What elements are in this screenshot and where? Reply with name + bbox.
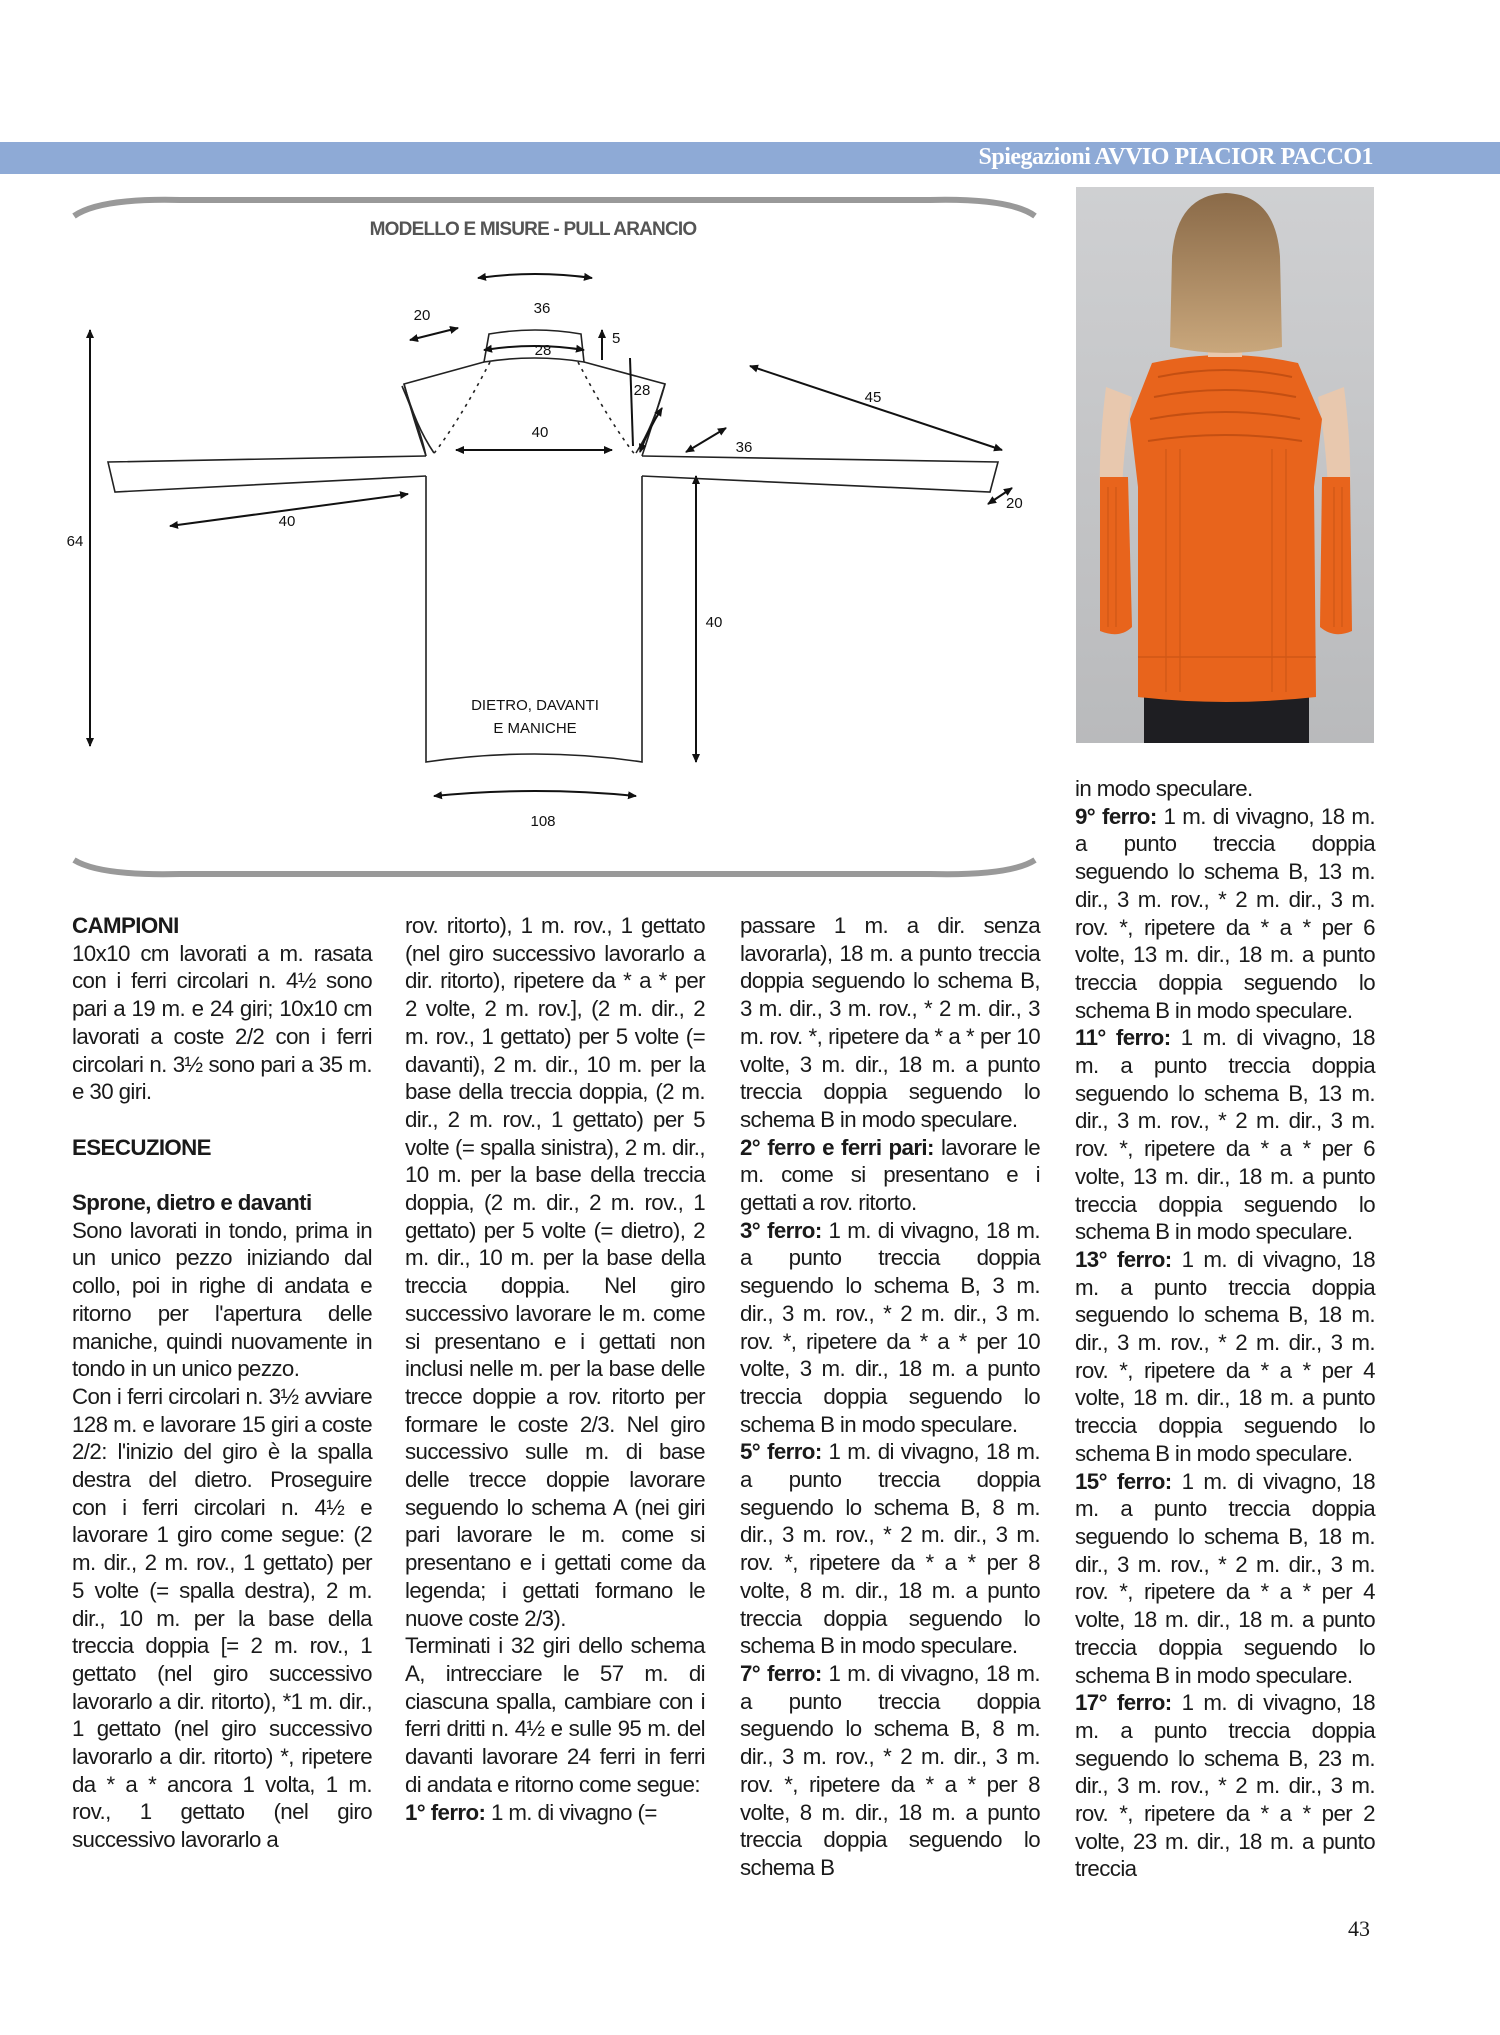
row-13-text: 1 m. di vivagno, 18 m. a punto treccia doppia seguendo lo schema B, 18 m. dir., 3 m. rov., * 2 m. dir., 3 m. rov. *, ripetere da * a * per 4 volte, 18 m. dir., 18 m. a punto treccia doppia seguendo lo schema B in modo speculare. bbox=[1075, 1246, 1375, 1466]
paragraph-col3-1: passare 1 m. a dir. senza lavorarla), 18 m. a punto treccia doppia seguendo lo schema B, 3 m. dir., 3 m. rov., * 2 m. dir., 3 m. rov. *, ripetere da * a * per 10 volte, 3 m. dir., 18 m. a punto treccia doppia seguendo lo schema B in modo speculare. bbox=[740, 913, 1040, 1132]
text-column-2 bbox=[405, 912, 705, 1826]
measure-40-sleeve: 40 bbox=[278, 513, 296, 530]
measure-64-length: 64 bbox=[66, 533, 84, 550]
top-bracket bbox=[74, 200, 1035, 216]
row-3-instruction bbox=[740, 1217, 1040, 1439]
row-1-text: 1 m. di vivagno (= bbox=[485, 1799, 657, 1825]
row-5-text: 1 m. di vivagno, 18 m. a punto treccia doppia seguendo lo schema B, 8 m. dir., 3 m. rov., * 2 m. dir., 3 m. rov. *, ripetere da * a * per 8 volte, 8 m. dir., 18 m. a punto treccia doppia seguendo lo schema B in modo speculare. bbox=[740, 1439, 1040, 1659]
row-15-text: 1 m. di vivagno, 18 m. a punto treccia doppia seguendo lo schema B, 18 m. dir., 3 m. rov., * 2 m. dir., 3 m. rov. *, ripetere da * a * per 4 volte, 18 m. dir., 18 m. a punto treccia doppia seguendo lo schema B in modo speculare. bbox=[1075, 1468, 1375, 1688]
garment-schematic bbox=[60, 190, 1045, 880]
text-column-3 bbox=[740, 912, 1040, 1882]
row-17-label: 17° ferro: bbox=[1075, 1690, 1172, 1716]
row-3-text: 1 m. di vivagno, 18 m. a punto treccia doppia seguendo lo schema B, 3 m. dir., 3 m. rov., * 2 m. dir., 3 m. rov. *, ripetere da * a * per 10 volte, 3 m. dir., 18 m. a punto treccia doppia seguendo lo schema B in modo speculare. bbox=[740, 1217, 1040, 1437]
row-2-instruction bbox=[740, 1134, 1040, 1217]
text-column-4 bbox=[1075, 775, 1375, 1883]
row-11-label: 11° ferro: bbox=[1075, 1025, 1171, 1051]
row-7-label: 7° ferro: bbox=[740, 1660, 822, 1686]
measure-40-chest: 40 bbox=[531, 424, 549, 441]
heading-esecuzione: ESECUZIONE bbox=[72, 1134, 211, 1160]
paragraph-ferri: Con i ferri circolari n. 3½ avviare 128 m. e lavorare 15 giri a coste 2/2: l'inizio del giro è la spalla destra del dietro. Proseguire con i ferri circolari n. 4½ e lavorare 1 giro come segue: (2 m. dir., 2 m. rov., 1 gettato) per 5 volte (= spalla destra), 2 m. dir., 10 m. per la base della treccia doppia [= 2 m. rov., 1 gettato (nel giro successivo lavorarlo a dir. ritorto), *1 m. dir., 1 gettato (nel giro successivo lavorarlo a dir. ritorto) *, ripetere da * a * ancora 1 volta, 1 m. rov., 1 gettato (nel giro successivo lavorarlo a bbox=[72, 1383, 372, 1853]
center-label-1: DIETRO, DAVANTI bbox=[471, 697, 599, 714]
row-1-instruction bbox=[405, 1799, 705, 1827]
row-17-text: 1 m. di vivagno, 18 m. a punto treccia doppia seguendo lo schema B, 23 m. dir., 3 m. rov., * 2 m. dir., 3 m. rov. *, ripetere da * a * per 2 volte, 23 m. dir., 18 m. a punto treccia bbox=[1075, 1690, 1375, 1882]
measure-28-neck: 28 bbox=[534, 342, 552, 359]
text-column-1 bbox=[72, 912, 372, 1854]
paragraph-campioni: 10x10 cm lavorati a m. rasata con i ferri circolari n. 4½ sono pari a 19 m. e 24 giri; 10x10 cm lavorati a coste 2/2 con i ferri circolari n. 3½ sono pari a 35 m. e 30 giri. bbox=[72, 940, 372, 1105]
section-label: Spiegazioni AVVIO PIACIOR PACCO1 bbox=[978, 144, 1373, 170]
row-2-label: 2° ferro e ferri pari: bbox=[740, 1134, 934, 1160]
measure-20-collar: 20 bbox=[413, 307, 431, 324]
paragraph-sprone: Sono lavorati in tondo, prima in un unico pezzo iniziando dal collo, poi in righe di andata e ritorno per l'apertura delle maniche, quindi nuovamente in tondo in un unico pezzo. bbox=[72, 1217, 372, 1382]
raglan-left-dashed bbox=[432, 362, 490, 456]
diagram-title: MODELLO E MISURE - PULL ARANCIO bbox=[369, 219, 697, 240]
row-9-instruction bbox=[1075, 803, 1375, 1025]
paragraph-col4-0: in modo speculare. bbox=[1075, 776, 1253, 801]
row-13-instruction bbox=[1075, 1246, 1375, 1468]
row-17-instruction bbox=[1075, 1689, 1375, 1883]
center-label-2: E MANICHE bbox=[493, 720, 577, 737]
row-15-instruction bbox=[1075, 1468, 1375, 1690]
page-number: 43 bbox=[1348, 1916, 1370, 1941]
measure-108-hem: 108 bbox=[530, 813, 556, 830]
row-11-instruction bbox=[1075, 1024, 1375, 1246]
row-1-label: 1° ferro: bbox=[405, 1799, 486, 1825]
row-7-instruction bbox=[740, 1660, 1040, 1882]
row-15-label: 15° ferro: bbox=[1075, 1468, 1172, 1494]
row-3-label: 3° ferro: bbox=[740, 1217, 822, 1243]
section-header-band bbox=[0, 142, 1500, 174]
bottom-bracket bbox=[74, 860, 1035, 874]
row-9-text: 1 m. di vivagno, 18 m. a punto treccia doppia seguendo lo schema B, 13 m. dir., 3 m. rov., * 2 m. dir., 3 m. rov. *, ripetere da * a * per 6 volte, 13 m. dir., 18 m. a punto treccia doppia seguendo lo schema B in modo speculare. bbox=[1075, 803, 1375, 1023]
measure-20-cuff: 20 bbox=[1006, 495, 1023, 512]
paragraph-col2-2: Terminati i 32 giri dello schema A, intrecciare le 57 m. di ciascuna spalla, cambiare con i ferri dritti n. 4½ e sulle 95 m. del davanti lavorare 24 ferri in ferri di andata e ritorno come segue: bbox=[405, 1633, 705, 1797]
paragraph-col2-1: rov. ritorto), 1 m. rov., 1 gettato (nel giro successivo lavorarlo a dir. ritorto), ripetere da * a * per 2 volte, 2 m. rov.], (2 m. dir., 2 m. rov., 1 gettato) per 5 volte (= davanti), 2 m. dir., 10 m. per la base della treccia doppia, (2 m. dir., 2 m. rov., 1 gettato) per 5 volte (= spalla sinistra), 2 m. dir., 10 m. per la base della treccia doppia, (2 m. dir., 2 m. rov., 1 gettato) per 5 volte (= dietro), 2 m. dir., 10 m. per la base della treccia doppia. Nel giro successivo lavorare le m. come si presentano e i gettati non inclusi nelle m. per la base delle trecce doppie a rov. ritorto per formare le coste 2/3. Nel giro successivo sulle m. di base delle trecce doppie lavorare seguendo lo schema A (nei giri pari lavorare le m. come si presentano e i gettati come da legenda; i gettati formano le nuove coste 2/3). bbox=[405, 913, 705, 1631]
sweater-photo bbox=[1076, 187, 1374, 743]
measure-28-raglan: 28 bbox=[633, 382, 651, 399]
measure-5: 5 bbox=[612, 330, 621, 347]
row-5-instruction bbox=[740, 1438, 1040, 1660]
heading-sprone: Sprone, dietro e davanti bbox=[72, 1190, 312, 1215]
row-9-label: 9° ferro: bbox=[1075, 803, 1157, 829]
row-11-text: 1 m. di vivagno, 18 m. a punto treccia doppia seguendo lo schema B, 13 m. dir., 3 m. rov., * 2 m. dir., 3 m. rov. *, ripetere da * a * per 6 volte, 13 m. dir., 18 m. a punto treccia doppia seguendo lo schema B in modo speculare. bbox=[1075, 1025, 1375, 1245]
measure-36-armhole: 36 bbox=[735, 439, 753, 456]
measure-36-collar-top: 36 bbox=[533, 300, 551, 317]
measure-40-side: 40 bbox=[705, 614, 723, 631]
row-7-text: 1 m. di vivagno, 18 m. a punto treccia doppia seguendo lo schema B, 8 m. dir., 3 m. rov., * 2 m. dir., 3 m. rov. *, ripetere da * a * per 8 volte, 8 m. dir., 18 m. a punto treccia doppia seguendo lo schema B bbox=[740, 1660, 1040, 1880]
row-5-label: 5° ferro: bbox=[740, 1439, 822, 1465]
left-sleeve-outline bbox=[108, 456, 426, 492]
heading-campioni: CAMPIONI bbox=[72, 913, 179, 938]
measure-45-sleeve-top: 45 bbox=[864, 389, 882, 406]
raglan-right-dashed bbox=[578, 362, 636, 456]
row-2-text: lavorare le m. come si presentano e i gettati a rov. ritorto. bbox=[740, 1134, 1040, 1216]
row-13-label: 13° ferro: bbox=[1075, 1246, 1172, 1272]
